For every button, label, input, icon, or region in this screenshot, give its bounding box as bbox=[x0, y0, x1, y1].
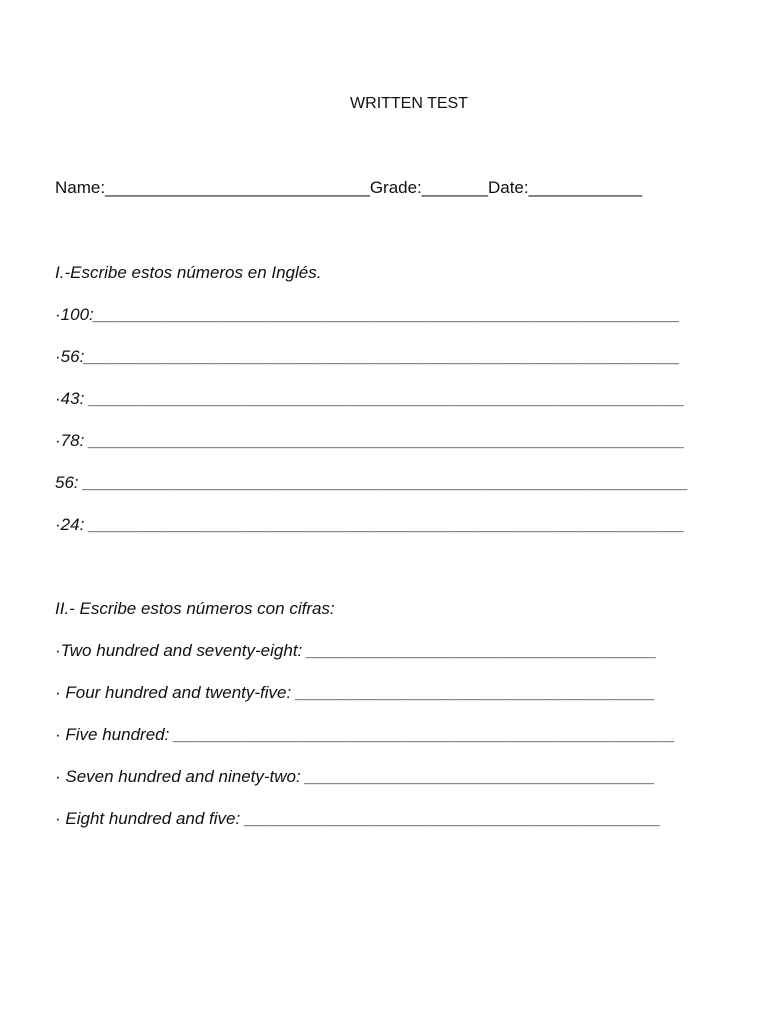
section-1-heading: I.-Escribe estos números en Inglés. bbox=[55, 263, 322, 282]
page-title: WRITTEN TEST bbox=[350, 95, 468, 112]
section-1-item-43[interactable]: ·43: _______________________________________________________________ bbox=[55, 389, 685, 408]
section-2-item-500[interactable]: · Five hundred: _____________________________________________________ bbox=[55, 725, 676, 744]
section-2-item-805[interactable]: · Eight hundred and five: ____________________________________________ bbox=[55, 809, 661, 828]
section-2-item-425[interactable]: · Four hundred and twenty-five: ______________________________________ bbox=[55, 683, 656, 702]
section-1-item-24[interactable]: ·24: _______________________________________________________________ bbox=[55, 515, 685, 534]
grade-field[interactable]: Grade:_______ bbox=[369, 178, 488, 197]
date-field[interactable]: Date:____________ bbox=[487, 178, 643, 197]
section-1-item-56-b[interactable]: 56: ________________________________________________________________ bbox=[55, 473, 689, 492]
section-2-item-278[interactable]: ·Two hundred and seventy-eight: _____________________________________ bbox=[55, 641, 657, 660]
section-2-heading: II.- Escribe estos números con cifras: bbox=[55, 599, 335, 618]
section-2-item-792[interactable]: · Seven hundred and ninety-two: _____________________________________ bbox=[55, 767, 656, 786]
student-info-line bbox=[55, 178, 642, 198]
section-1-item-56[interactable]: ·56:_______________________________________________________________ bbox=[55, 347, 680, 366]
name-field[interactable]: Name:____________________________ bbox=[55, 178, 370, 197]
section-1-item-100[interactable]: ·100:______________________________________________________________ bbox=[55, 305, 680, 324]
section-1-item-78[interactable]: ·78: _______________________________________________________________ bbox=[55, 431, 685, 450]
